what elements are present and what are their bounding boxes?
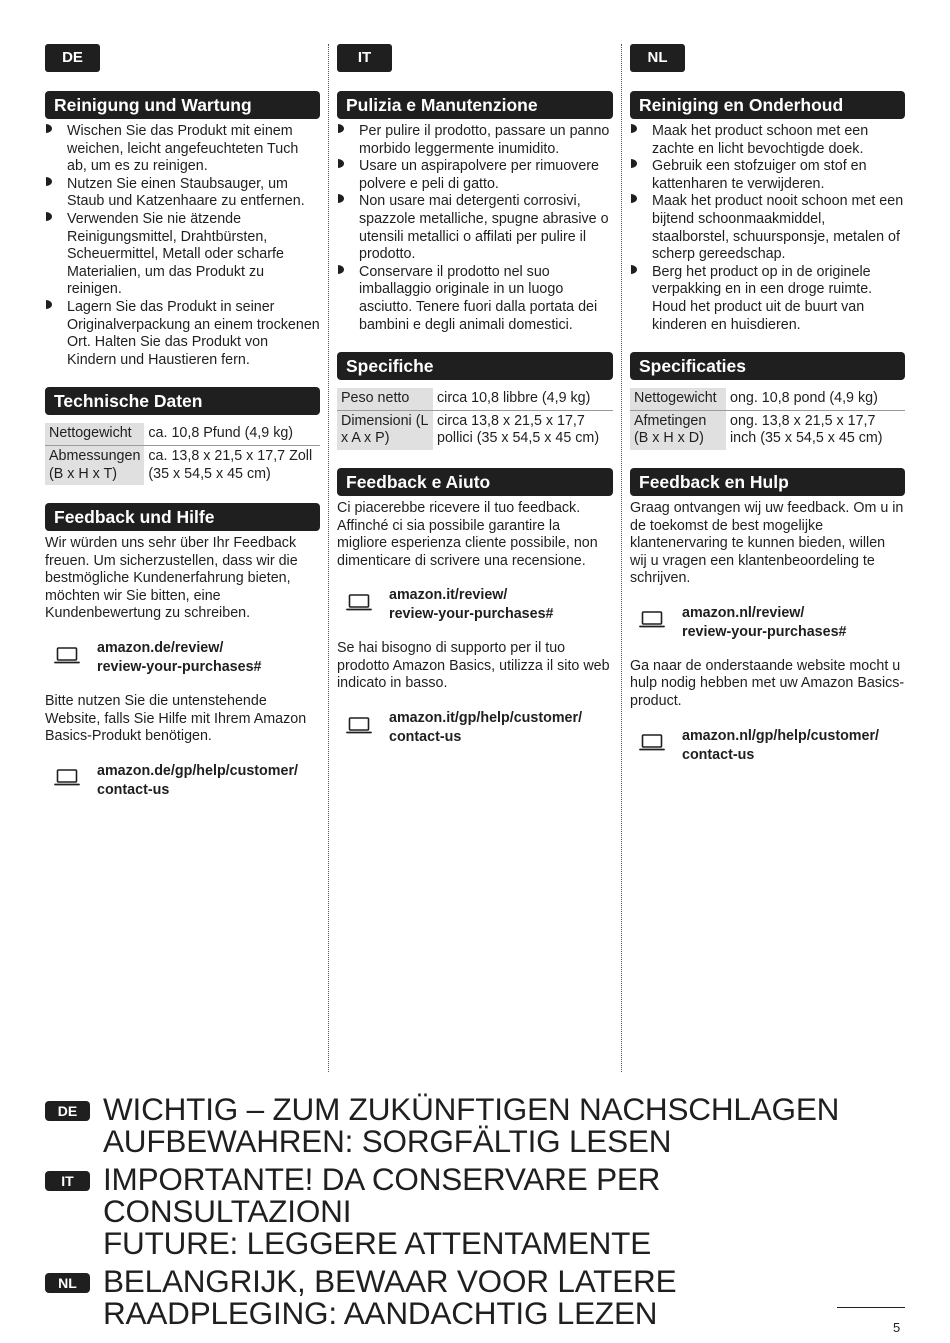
review-link[interactable] [45,639,320,677]
bullet-icon [630,123,640,141]
help-url[interactable]: amazon.nl/gp/help/customer/ contact-us [682,727,880,763]
bullet-icon [337,123,347,141]
help-text: Se hai bisogno di supporto per il tuo prodotto Amazon Basics, utilizza il sito web indicato in basso. [337,640,610,692]
care-item-text: Per pulire il prodotto, passare un panno morbido leggermente inumidito. [359,123,610,157]
care-item-text: Nutzen Sie einen Staubsauger, um Staub und Katzenhaare zu entfernen. [67,175,305,210]
care-item [337,158,613,193]
feedback-text: Wir würden uns sehr über Ihr Feedback freuen. Um sicherzustellen, dass wir die bestmögliche Kundenerfahrung bieten, möchten wir Sie bitten, eine Kundenbewertung zu schreiben. [45,535,298,622]
care-item [630,158,905,193]
important-text: IMPORTANTE! DA CONSERVARE PER CONSULTAZIONI FUTURE: LEGGERE ATTENTAMENTE [103,1161,661,1261]
help-link[interactable] [337,709,613,747]
lang-badge: IT [45,1171,90,1191]
lang-tag: NL [630,44,685,72]
care-item-text: Conservare il prodotto nel suo imballaggio originale in un luogo asciutto. Tenere fuori dalla portata dei bambini e degli animali domestici. [359,263,598,333]
spec-row [45,423,320,445]
spec-key: Peso netto [337,388,433,410]
column-divider [328,44,329,1072]
spec-heading: Technische Daten [45,387,320,415]
care-item-text: Verwenden Sie nie ätzende Reinigungsmittel, Drahtbürsten, Scheuermittel, Metall oder scharfe Materialien, um das Produkt zu reinigen. [67,210,284,298]
spec-key: Nettogewicht [630,388,726,410]
care-heading: Reiniging en Onderhoud [630,91,905,119]
care-item-text: Usare un aspirapolvere per rimuovere polvere e peli di gatto. [359,158,599,192]
spec-value: ong. 10,8 pond (4,9 kg) [726,388,905,410]
spec-key: Dimensioni (L x A x P) [337,410,433,450]
bullet-icon [630,158,640,176]
care-item [337,193,613,263]
review-link[interactable] [630,604,905,642]
care-item-text: Maak het product schoon met een zachte en licht bevochtigde doek. [652,123,869,157]
care-heading: Reinigung und Wartung [45,91,320,119]
lang-badge: NL [45,1273,90,1293]
spec-row [45,445,320,485]
spec-row [630,410,905,450]
care-item-text: Wischen Sie das Produkt mit einem weichen, leicht angefeuchteten Tuch ab, um es zu reinigen. [67,123,299,175]
spec-value: circa 10,8 libbre (4,9 kg) [433,388,613,410]
help-text: Bitte nutzen Sie die untenstehende Website, falls Sie Hilfe mit Ihrem Amazon Basics-Produkt benötigen. [45,693,307,745]
care-item-text: Gebruik een stofzuiger om stof en kattenharen te verwijderen. [652,158,867,192]
care-list [337,123,613,334]
bullet-icon [45,211,55,229]
bullet-icon [337,264,347,282]
important-nl [45,1265,915,1329]
spec-table [630,388,905,450]
column-nl [630,44,905,781]
feedback-text: Graag ontvangen wij uw feedback. Om u in de toekomst de best mogelijke klantenervaring te kunnen bieden, willen wij u vragen een klantenbeoordeling te schrijven. [630,499,904,587]
spec-value: ong. 13,8 x 21,5 x 17,7 inch (35 x 54,5 x 45 cm) [730,412,883,447]
bullet-icon [630,193,640,211]
care-item-text: Berg het product op in de originele verpakking en in een droge ruimte. Houd het product uit de buurt van kinderen en huisdieren. [652,263,873,333]
lang-tag: IT [337,44,392,72]
laptop-icon [45,768,89,793]
spec-value: circa 13,8 x 21,5 x 17,7 pollici (35 x 54,5 x 45 cm) [437,412,600,447]
help-link[interactable] [630,727,905,765]
bullet-icon [337,158,347,176]
important-text: BELANGRIJK, BEWAAR VOOR LATERE RAADPLEGING: AANDACHTIG LEZEN [103,1263,677,1331]
care-item-text: Lagern Sie das Produkt in seiner Originalverpackung an einem trockenen Ort. Halten Sie das Produkt von Kindern und Haustieren fern. [67,298,320,368]
care-item [45,176,320,211]
spec-heading: Specifiche [337,352,613,380]
feedback-heading: Feedback e Aiuto [337,468,613,496]
bullet-icon [45,176,55,194]
laptop-icon [337,593,381,618]
laptop-icon [630,733,674,758]
review-url[interactable]: amazon.de/review/ review-your-purchases# [97,640,262,676]
important-it [45,1163,915,1259]
column-de [45,44,320,816]
care-item [630,264,905,334]
spec-value: ca. 10,8 Pfund (4,9 kg) [144,423,320,445]
important-de [45,1093,915,1157]
spec-key: Abmessungen (B x H x T) [45,445,144,485]
important-notice [45,1093,915,1335]
spec-table [45,423,320,485]
care-item [337,264,613,334]
care-item [45,299,320,369]
spec-row [337,388,613,410]
page-number: 5 [893,1320,901,1335]
page-number-rule [837,1307,905,1308]
care-item [630,193,905,263]
feedback-text: Ci piacerebbe ricevere il tuo feedback. Affinché ci sia possibile garantire la migliore esperienza cliente possibile, non dimenticare di scrivere una recensione. [337,499,598,569]
care-item [45,123,320,176]
review-url[interactable]: amazon.nl/review/ review-your-purchases# [682,604,847,640]
spec-row [337,410,613,450]
column-divider [621,44,622,1072]
bullet-icon [45,123,55,141]
laptop-icon [630,610,674,635]
important-text: WICHTIG – ZUM ZUKÜNFTIGEN NACHSCHLAGEN AUFBEWAHREN: SORGFÄLTIG LESEN [103,1091,840,1159]
help-url[interactable]: amazon.de/gp/help/customer/ contact-us [97,762,298,798]
care-heading: Pulizia e Manutenzione [337,91,613,119]
spec-heading: Specificaties [630,352,905,380]
care-item [337,123,613,158]
bullet-icon [45,299,55,317]
bullet-icon [630,264,640,282]
column-it [337,44,613,763]
spec-table [337,388,613,450]
laptop-icon [45,646,89,671]
care-item-text: Non usare mai detergenti corrosivi, spazzole metalliche, spugne abrasive o utensili metallici o affilati per pulire il prodotto. [359,193,609,263]
care-item-text: Maak het product nooit schoon met een bijtend schoonmaakmiddel, staalborstel, schuursponsje, metalen of scherp gereedschap. [652,193,904,263]
review-url[interactable]: amazon.it/review/ review-your-purchases# [389,587,554,623]
help-url[interactable]: amazon.it/gp/help/customer/ contact-us [389,710,583,746]
feedback-heading: Feedback en Hulp [630,468,905,496]
care-list [630,123,905,334]
lang-badge: DE [45,1101,90,1121]
feedback-heading: Feedback und Hilfe [45,503,320,531]
spec-key: Afmetingen (B x H x D) [630,410,726,450]
help-text: Ga naar de onderstaande website mocht u hulp nodig hebben met uw Amazon Basics-product. [630,657,905,710]
care-item [630,123,905,158]
spec-key: Nettogewicht [45,423,144,445]
laptop-icon [337,716,381,741]
spec-row [630,388,905,410]
lang-tag: DE [45,44,100,72]
spec-value: ca. 13,8 x 21,5 x 17,7 Zoll (35 x 54,5 x 45 cm) [148,447,313,482]
care-list [45,123,320,369]
help-link[interactable] [45,762,320,800]
bullet-icon [337,193,347,211]
care-item [45,211,320,299]
review-link[interactable] [337,586,613,624]
